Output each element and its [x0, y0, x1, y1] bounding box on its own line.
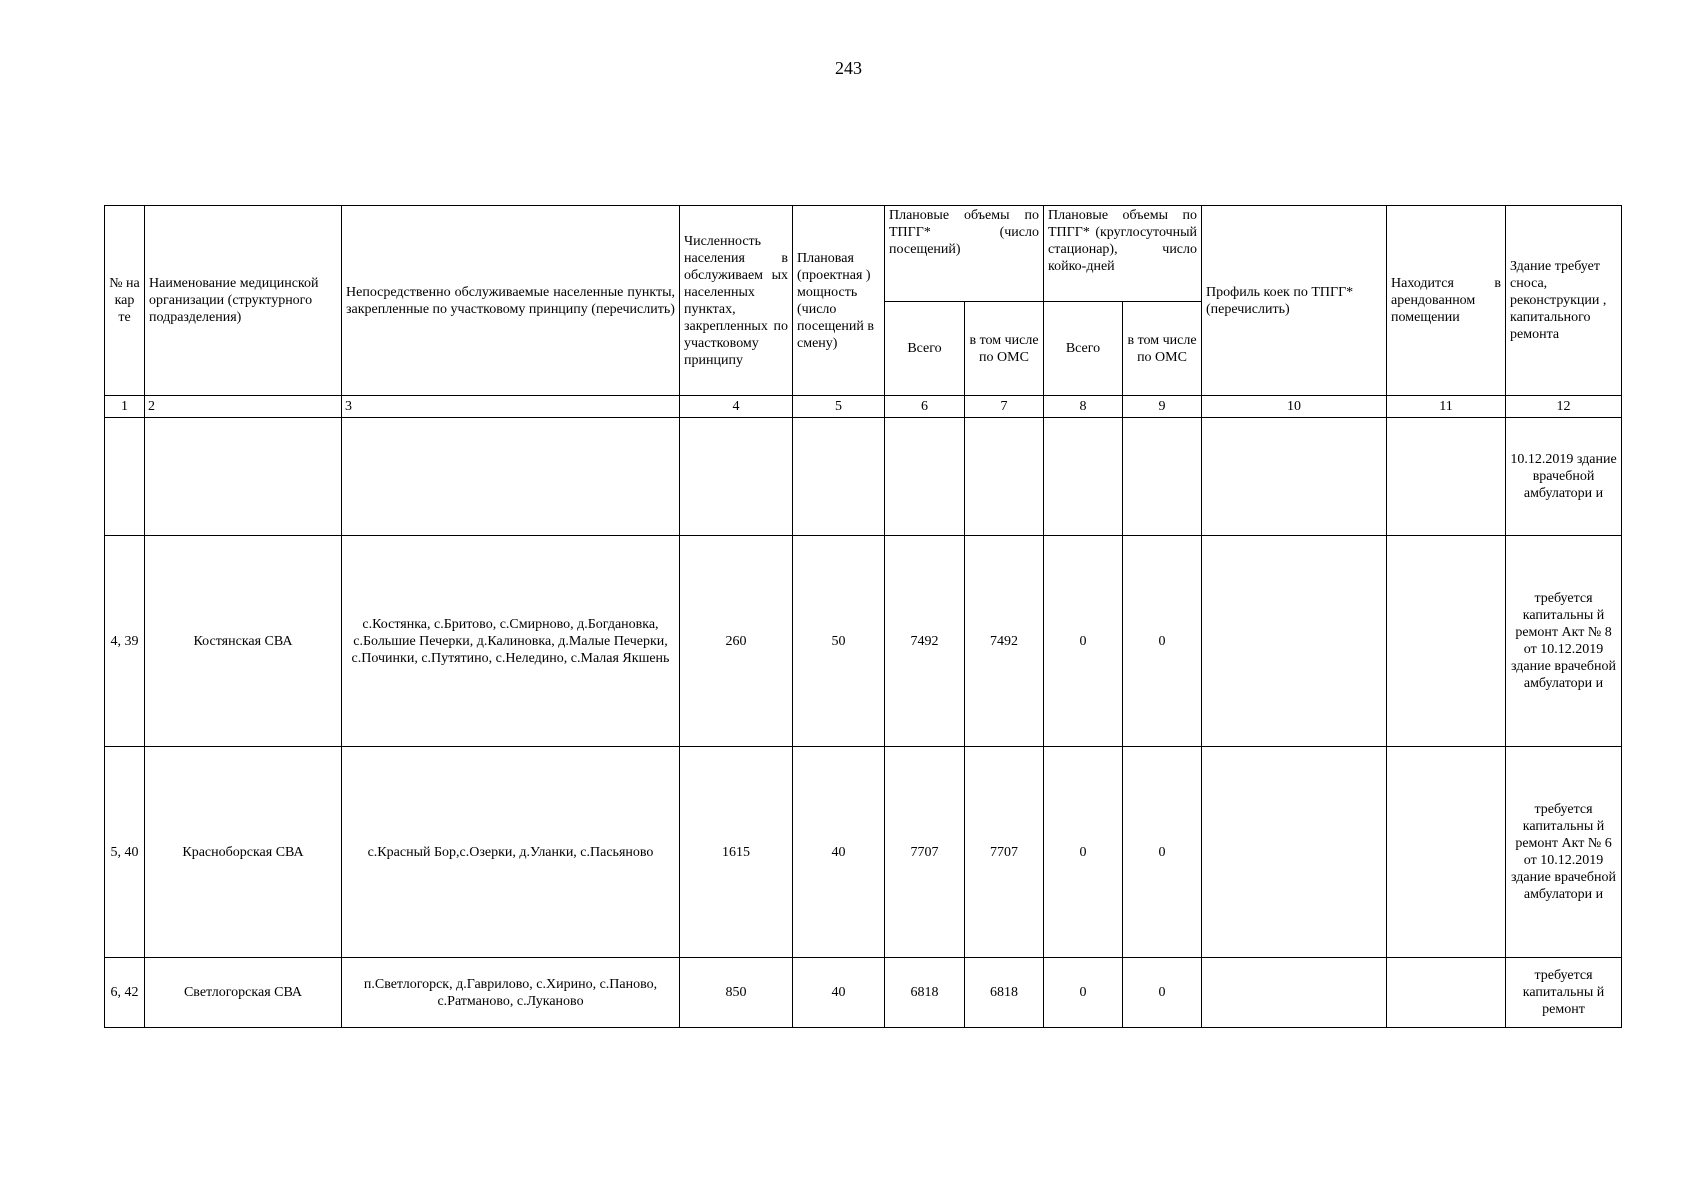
settlements-cell: п.Светлогорск, д.Гаврилово, с.Хирино, с.Паново, с.Ратманово, с.Луканово: [342, 958, 680, 1028]
beds-total-cell: [1044, 418, 1123, 536]
header-population: Численность населения в обслуживаем ых населенных пунктах, закрепленных по участковому принципу: [680, 206, 793, 396]
column-number: 6: [885, 396, 965, 418]
header-beds-oms: в том числе по ОМС: [1123, 302, 1202, 396]
organization-name-cell: Костянская СВА: [145, 536, 342, 747]
header-beds-total: Всего: [1044, 302, 1123, 396]
beds-oms-cell: 0: [1123, 958, 1202, 1028]
column-number: 10: [1202, 396, 1387, 418]
rented-cell: [1387, 958, 1506, 1028]
rented-cell: [1387, 418, 1506, 536]
beds-total-cell: 0: [1044, 958, 1123, 1028]
beds-total-cell: 0: [1044, 747, 1123, 958]
header-rented-premises: Находится в арендованном помещении: [1387, 206, 1506, 396]
building-notes-cell: требуется капитальны й ремонт Акт № 6 от 10.12.2019 здание врачебной амбулатори и: [1506, 747, 1622, 958]
header-planned-capacity: Плановая (проектная ) мощность (число посещений в смену): [793, 206, 885, 396]
beds-total-cell: 0: [1044, 536, 1123, 747]
column-number: 12: [1506, 396, 1622, 418]
bed-profile-cell: [1202, 418, 1387, 536]
table-row: [105, 418, 1622, 536]
building-notes-cell: требуется капитальны й ремонт Акт № 8 от 10.12.2019 здание врачебной амбулатори и: [1506, 536, 1622, 747]
settlements-cell: с.Красный Бор,с.Озерки, д.Уланки, с.Пасьяново: [342, 747, 680, 958]
visits-oms-cell: 6818: [965, 958, 1044, 1028]
medical-organizations-table: [104, 205, 1622, 1028]
building-notes-cell: 10.12.2019 здание врачебной амбулатори и: [1506, 418, 1622, 536]
header-planned-bed-days: Плановые объемы по ТПГГ* (круглосуточный стационар), число койко-дней: [1044, 206, 1202, 302]
header-map-number: № на кар те: [105, 206, 145, 396]
organization-name-cell: Светлогорская СВА: [145, 958, 342, 1028]
table-row: [105, 747, 1622, 958]
settlements-cell: с.Костянка, с.Бритово, с.Смирново, д.Богдановка, с.Большие Печерки, д.Калиновка, д.Малые Печерки, с.Починки, с.Путятино, с.Неледино, с.Малая Якшень: [342, 536, 680, 747]
population-cell: 260: [680, 536, 793, 747]
visits-total-cell: [885, 418, 965, 536]
column-number: 4: [680, 396, 793, 418]
map-number-cell: [105, 418, 145, 536]
population-cell: [680, 418, 793, 536]
visits-total-cell: 7492: [885, 536, 965, 747]
column-number: 2: [145, 396, 342, 418]
table-row: [105, 536, 1622, 747]
header-organization-name: Наименование медицинской организации (структурного подразделения): [145, 206, 342, 396]
header-planned-visits: Плановые объемы по ТПГГ* (число посещений): [885, 206, 1044, 302]
visits-oms-cell: [965, 418, 1044, 536]
capacity-cell: [793, 418, 885, 536]
bed-profile-cell: [1202, 536, 1387, 747]
column-number: 3: [342, 396, 680, 418]
organization-name-cell: [145, 418, 342, 536]
rented-cell: [1387, 747, 1506, 958]
map-number-cell: 6, 42: [105, 958, 145, 1028]
beds-oms-cell: 0: [1123, 747, 1202, 958]
map-number-cell: 4, 39: [105, 536, 145, 747]
rented-cell: [1387, 536, 1506, 747]
column-number: 11: [1387, 396, 1506, 418]
bed-profile-cell: [1202, 747, 1387, 958]
header-settlements: Непосредственно обслуживаемые населенные пункты, закрепленные по участковому принципу (перечислить): [342, 206, 680, 396]
header-visits-total: Всего: [885, 302, 965, 396]
map-number-cell: 5, 40: [105, 747, 145, 958]
capacity-cell: 50: [793, 536, 885, 747]
building-notes-cell: требуется капитальны й ремонт: [1506, 958, 1622, 1028]
population-cell: 1615: [680, 747, 793, 958]
visits-oms-cell: 7707: [965, 747, 1044, 958]
settlements-cell: [342, 418, 680, 536]
visits-total-cell: 6818: [885, 958, 965, 1028]
column-numbers-row: [105, 396, 1622, 418]
bed-profile-cell: [1202, 958, 1387, 1028]
beds-oms-cell: 0: [1123, 536, 1202, 747]
capacity-cell: 40: [793, 747, 885, 958]
capacity-cell: 40: [793, 958, 885, 1028]
organization-name-cell: Красноборская СВА: [145, 747, 342, 958]
table-row: [105, 958, 1622, 1028]
population-cell: 850: [680, 958, 793, 1028]
column-number: 8: [1044, 396, 1123, 418]
visits-oms-cell: 7492: [965, 536, 1044, 747]
column-number: 5: [793, 396, 885, 418]
column-number: 1: [105, 396, 145, 418]
visits-total-cell: 7707: [885, 747, 965, 958]
header-building-repair: Здание требует сноса, реконструкции , капитального ремонта: [1506, 206, 1622, 396]
column-number: 7: [965, 396, 1044, 418]
beds-oms-cell: [1123, 418, 1202, 536]
column-number: 9: [1123, 396, 1202, 418]
header-visits-oms: в том числе по ОМС: [965, 302, 1044, 396]
page-number: 243: [835, 58, 862, 78]
header-bed-profile: Профиль коек по ТПГГ* (перечислить): [1202, 206, 1387, 396]
